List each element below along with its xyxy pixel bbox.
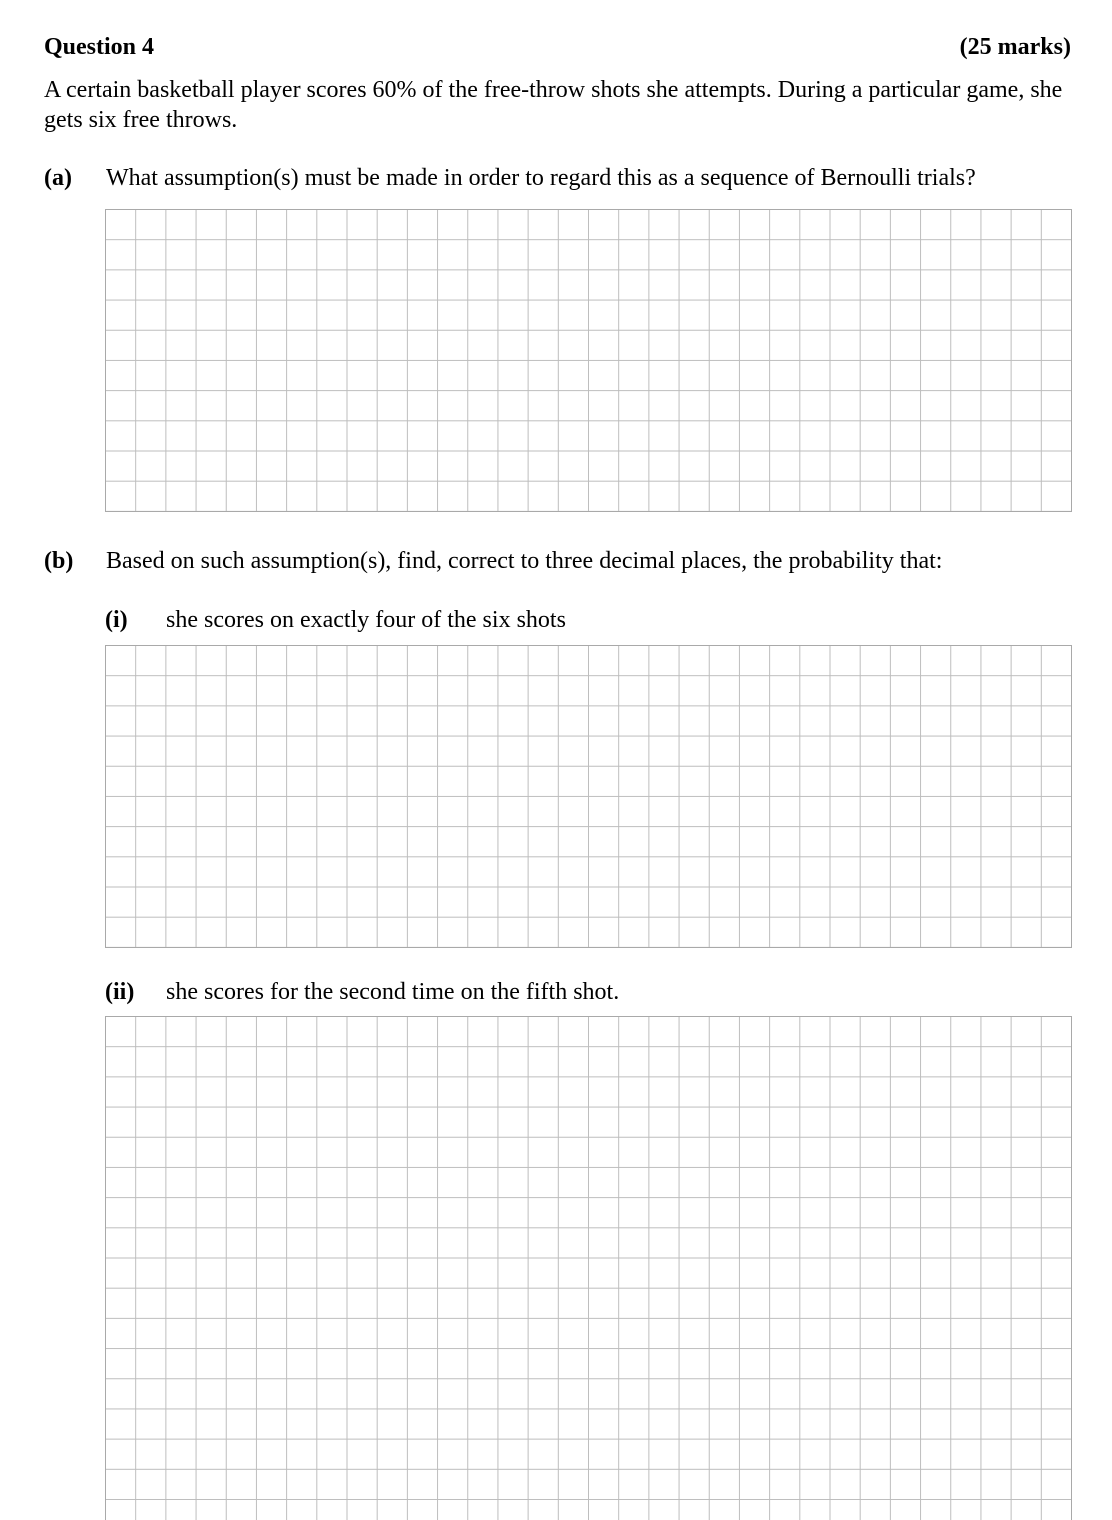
question-intro: A certain basketball player scores 60% of the free-throw shots she attempts. During a particular game, she gets six free throws. xyxy=(44,77,1063,133)
part-b-i-text: she scores on exactly four of the six shots xyxy=(166,607,566,633)
question-title: Question 4 xyxy=(44,34,155,60)
part-b-text: Based on such assumption(s), find, correct to three decimal places, the probability that: xyxy=(106,548,943,574)
answer-grid-b-i[interactable] xyxy=(105,645,1072,948)
answer-grid-a[interactable] xyxy=(105,209,1072,512)
part-b-ii-label: (ii) xyxy=(105,979,135,1005)
part-a-label: (a) xyxy=(44,165,72,191)
marks-label: (25 marks) xyxy=(959,34,1071,60)
answer-grid-b-ii[interactable] xyxy=(105,1016,1072,1520)
part-b-i-label: (i) xyxy=(105,607,128,633)
part-b-ii-text: she scores for the second time on the fifth shot. xyxy=(166,979,620,1005)
part-b-label: (b) xyxy=(44,548,74,574)
part-a-text: What assumption(s) must be made in order to regard this as a sequence of Bernoulli trials? xyxy=(106,165,976,191)
